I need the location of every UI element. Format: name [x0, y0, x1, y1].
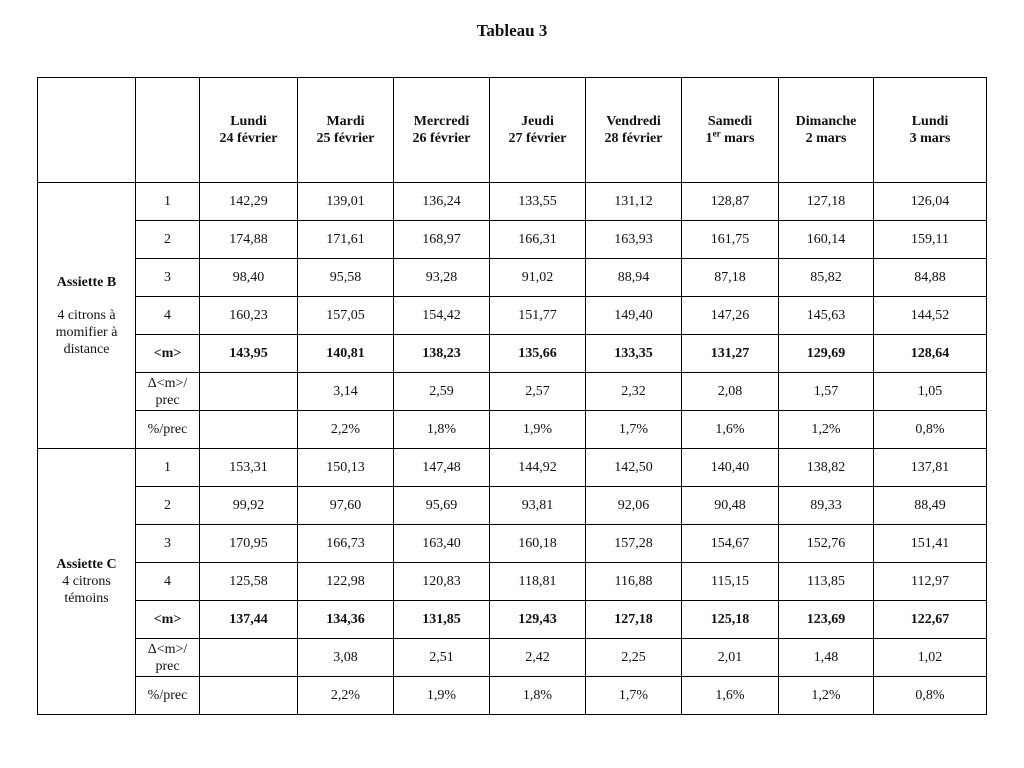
table-cell: 151,41 [874, 525, 987, 563]
table-cell: 2,01 [682, 639, 779, 677]
table-cell: 142,29 [200, 183, 298, 221]
table-cell: 128,87 [682, 183, 779, 221]
table-row [38, 183, 987, 221]
table-row [38, 563, 987, 601]
table-cell: 126,04 [874, 183, 987, 221]
table-cell: 128,64 [874, 335, 987, 373]
group-description-line: momifier à [55, 324, 118, 340]
table-cell: 2,57 [490, 373, 586, 411]
header-empty-group [38, 78, 136, 183]
table-cell: 138,23 [394, 335, 490, 373]
column-header [490, 78, 586, 183]
group-description-line: distance [63, 341, 110, 357]
row-label-text: 4 [164, 574, 171, 589]
row-label-text: <m> [153, 612, 182, 627]
table-cell: 1,2% [779, 677, 874, 715]
column-header [394, 78, 490, 183]
column-day: Lundi [911, 114, 949, 129]
table-row [38, 259, 987, 297]
table-row [38, 221, 987, 259]
table-cell [200, 677, 298, 715]
table-cell: 129,69 [779, 335, 874, 373]
group-cell [38, 183, 136, 449]
table-cell: 112,97 [874, 563, 987, 601]
table-cell: 122,98 [298, 563, 394, 601]
group-description-line: témoins [64, 591, 109, 606]
table-cell: 140,40 [682, 449, 779, 487]
column-header [874, 78, 987, 183]
table-cell: 163,93 [586, 221, 682, 259]
table-cell: 157,05 [298, 297, 394, 335]
column-date: 25 février [316, 131, 375, 146]
table-cell: 150,13 [298, 449, 394, 487]
table-cell: 1,8% [490, 677, 586, 715]
row-label-text: <m> [153, 346, 182, 361]
group-description-line: 4 citrons à [57, 307, 116, 323]
row-label-text: %/prec [147, 688, 188, 703]
column-header [586, 78, 682, 183]
row-label [136, 259, 200, 297]
table-cell: 125,18 [682, 601, 779, 639]
table-cell: 147,26 [682, 297, 779, 335]
table-cell: 133,35 [586, 335, 682, 373]
table-cell: 113,85 [779, 563, 874, 601]
table-cell: 139,01 [298, 183, 394, 221]
table-cell: 166,73 [298, 525, 394, 563]
column-header [779, 78, 874, 183]
table-cell: 118,81 [490, 563, 586, 601]
table-cell: 133,55 [490, 183, 586, 221]
table-cell: 2,51 [394, 639, 490, 677]
group-name: Assiette B [56, 274, 117, 290]
table-cell: 160,23 [200, 297, 298, 335]
table-cell: 157,28 [586, 525, 682, 563]
table-cell: 97,60 [298, 487, 394, 525]
table-row [38, 639, 987, 677]
table-cell: 144,92 [490, 449, 586, 487]
row-label [136, 563, 200, 601]
row-label [136, 297, 200, 335]
table-row [38, 487, 987, 525]
data-table [37, 77, 987, 715]
table-cell: 137,81 [874, 449, 987, 487]
table-cell: 145,63 [779, 297, 874, 335]
table-cell: 149,40 [586, 297, 682, 335]
column-date-superscript: er [712, 128, 721, 139]
table-cell: 1,9% [490, 411, 586, 449]
table-cell: 154,67 [682, 525, 779, 563]
table-cell: 131,27 [682, 335, 779, 373]
header-empty-label [136, 78, 200, 183]
column-header [682, 78, 779, 183]
row-label-text: 4 [164, 308, 171, 323]
table-cell: 3,14 [298, 373, 394, 411]
row-label-text: prec [155, 392, 180, 408]
table-cell: 143,95 [200, 335, 298, 373]
group-description-line: 4 citrons [62, 574, 111, 589]
row-label [136, 487, 200, 525]
column-date-suffix: mars [720, 131, 755, 146]
table-cell: 127,18 [586, 601, 682, 639]
column-date: 28 février [604, 131, 663, 146]
row-label [136, 525, 200, 563]
column-day: Mercredi [413, 114, 470, 129]
table-cell: 154,42 [394, 297, 490, 335]
table-cell: 98,40 [200, 259, 298, 297]
row-label-text: 3 [164, 536, 171, 551]
table-title: Tableau 3 [476, 21, 548, 40]
table-cell: 2,08 [682, 373, 779, 411]
table-cell: 99,92 [200, 487, 298, 525]
row-label-text: Δ<m>/ [147, 641, 188, 657]
row-label-text: 1 [164, 194, 171, 209]
table-cell: 137,44 [200, 601, 298, 639]
table-cell: 90,48 [682, 487, 779, 525]
table-row [38, 335, 987, 373]
table-row [38, 373, 987, 411]
column-header [298, 78, 394, 183]
table-cell: 159,11 [874, 221, 987, 259]
row-label-text: 3 [164, 270, 171, 285]
table-cell: 138,82 [779, 449, 874, 487]
column-date: 2 mars [805, 131, 847, 146]
table-cell: 171,61 [298, 221, 394, 259]
table-cell: 93,81 [490, 487, 586, 525]
table-cell: 161,75 [682, 221, 779, 259]
table-cell: 123,69 [779, 601, 874, 639]
row-label-text: 2 [164, 498, 171, 513]
table-cell: 88,49 [874, 487, 987, 525]
table-cell: 1,7% [586, 411, 682, 449]
table-cell: 136,24 [394, 183, 490, 221]
table-cell: 85,82 [779, 259, 874, 297]
table-cell: 2,25 [586, 639, 682, 677]
table-cell: 1,57 [779, 373, 874, 411]
column-day: Vendredi [606, 114, 661, 129]
column-day: Dimanche [795, 114, 857, 129]
header-row [38, 78, 987, 183]
table-cell: 147,48 [394, 449, 490, 487]
table-body [38, 183, 987, 715]
table-cell: 1,8% [394, 411, 490, 449]
table-cell: 3,08 [298, 639, 394, 677]
table-cell: 2,42 [490, 639, 586, 677]
table-cell: 1,02 [874, 639, 987, 677]
table-cell: 122,67 [874, 601, 987, 639]
row-label [136, 221, 200, 259]
group-name: Assiette C [56, 557, 117, 572]
table-cell: 120,83 [394, 563, 490, 601]
table-cell: 153,31 [200, 449, 298, 487]
table-row [38, 677, 987, 715]
group-cell [38, 449, 136, 715]
table-cell: 1,9% [394, 677, 490, 715]
table-cell: 160,18 [490, 525, 586, 563]
table-cell: 174,88 [200, 221, 298, 259]
table-cell: 168,97 [394, 221, 490, 259]
table-cell: 152,76 [779, 525, 874, 563]
table-cell: 131,12 [586, 183, 682, 221]
table-cell: 1,2% [779, 411, 874, 449]
table-cell: 116,88 [586, 563, 682, 601]
table-cell: 170,95 [200, 525, 298, 563]
row-label [136, 373, 200, 411]
table-cell: 1,6% [682, 411, 779, 449]
row-label-text: Δ<m>/ [147, 375, 188, 391]
row-label-text: 2 [164, 232, 171, 247]
table-cell [200, 411, 298, 449]
table-cell: 142,50 [586, 449, 682, 487]
column-date: 27 février [508, 131, 567, 146]
table-cell: 131,85 [394, 601, 490, 639]
table-cell: 1,7% [586, 677, 682, 715]
table-cell: 115,15 [682, 563, 779, 601]
row-label [136, 601, 200, 639]
row-label [136, 639, 200, 677]
table-cell: 134,36 [298, 601, 394, 639]
column-day: Mardi [326, 114, 365, 129]
table-cell: 93,28 [394, 259, 490, 297]
table-cell: 1,6% [682, 677, 779, 715]
column-day: Lundi [230, 114, 267, 129]
table-cell: 2,2% [298, 411, 394, 449]
table-row [38, 601, 987, 639]
table-cell: 84,88 [874, 259, 987, 297]
column-date: 1 [705, 131, 713, 146]
row-label-text: 1 [164, 460, 171, 475]
table-cell: 1,48 [779, 639, 874, 677]
table-cell: 135,66 [490, 335, 586, 373]
table-cell: 0,8% [874, 411, 987, 449]
row-label [136, 411, 200, 449]
table-cell: 125,58 [200, 563, 298, 601]
table-cell: 163,40 [394, 525, 490, 563]
table-cell: 144,52 [874, 297, 987, 335]
table-cell: 140,81 [298, 335, 394, 373]
column-header [200, 78, 298, 183]
column-date: 3 mars [909, 131, 951, 146]
row-label [136, 677, 200, 715]
table-cell: 2,32 [586, 373, 682, 411]
row-label [136, 335, 200, 373]
table-cell: 127,18 [779, 183, 874, 221]
table-cell [200, 373, 298, 411]
table-cell: 88,94 [586, 259, 682, 297]
table-cell: 92,06 [586, 487, 682, 525]
table-cell: 2,59 [394, 373, 490, 411]
table-cell: 2,2% [298, 677, 394, 715]
row-label [136, 183, 200, 221]
table-cell: 95,69 [394, 487, 490, 525]
column-date: 26 février [412, 131, 471, 146]
column-day: Jeudi [521, 114, 554, 129]
row-label-text: %/prec [147, 422, 188, 437]
row-label-text: prec [155, 658, 180, 674]
table-cell [200, 639, 298, 677]
table-cell: 1,05 [874, 373, 987, 411]
column-day: Samedi [707, 114, 753, 129]
table-cell: 160,14 [779, 221, 874, 259]
table-row [38, 297, 987, 335]
table-cell: 89,33 [779, 487, 874, 525]
table-row [38, 411, 987, 449]
table-cell: 87,18 [682, 259, 779, 297]
table-cell: 151,77 [490, 297, 586, 335]
table-cell: 129,43 [490, 601, 586, 639]
column-date: 24 février [219, 131, 278, 146]
table-cell: 0,8% [874, 677, 987, 715]
table-cell: 166,31 [490, 221, 586, 259]
table-cell: 95,58 [298, 259, 394, 297]
row-label [136, 449, 200, 487]
table-row [38, 449, 987, 487]
table-cell: 91,02 [490, 259, 586, 297]
table-row [38, 525, 987, 563]
